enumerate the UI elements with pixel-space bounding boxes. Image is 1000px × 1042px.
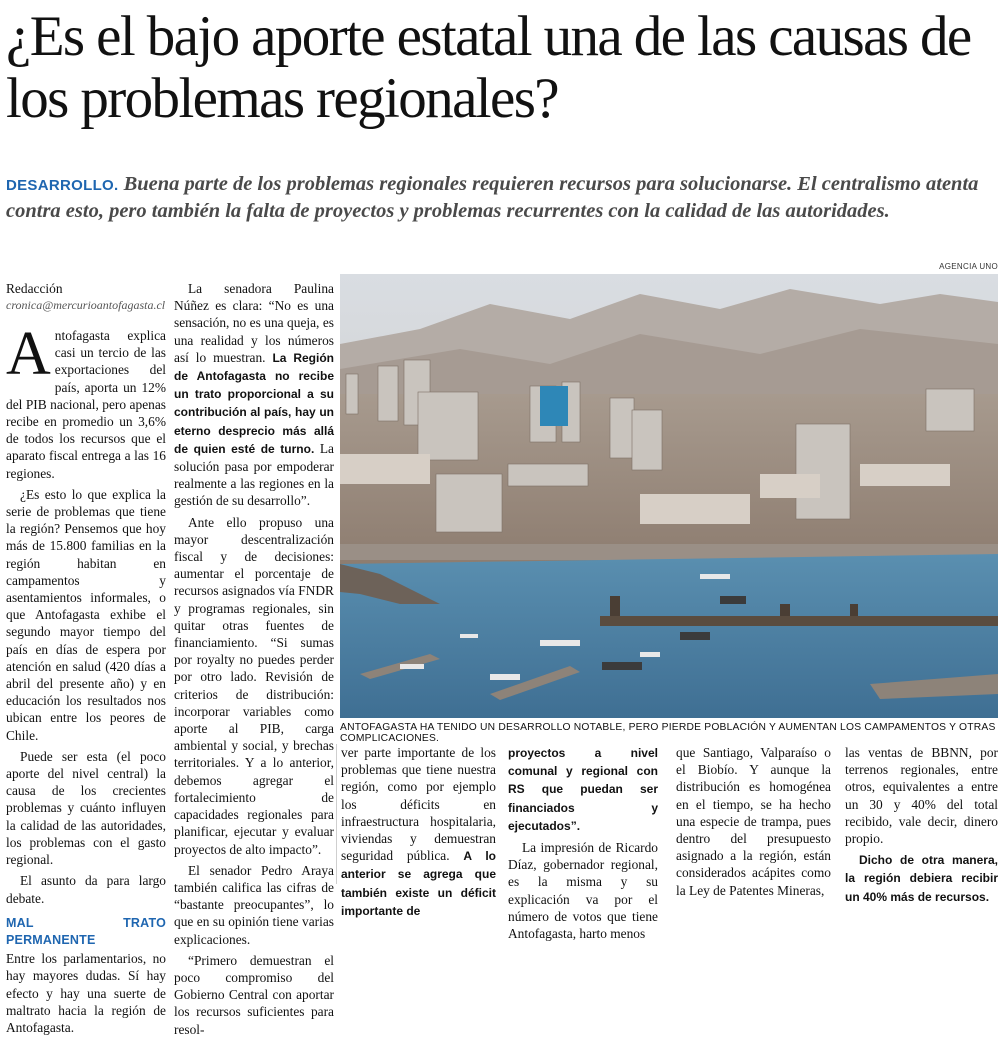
paragraph-text: La solución pasa por empoderar realmente a las regiones en la gestión de su desarrollo”. <box>174 440 334 509</box>
column-divider <box>336 744 337 884</box>
byline-author: Redacción <box>6 281 63 296</box>
paragraph: las ventas de BBNN, por terrenos regionales, entre otros, equivalentes a entre un 30 y 40% del total recibido, vale decir, dinero propio. <box>845 745 998 847</box>
bold-text: A lo anterior se agrega que también existe un déficit importante de <box>341 849 496 918</box>
paragraph: Puede ser esta (el poco aporte del nivel central) la causa de los crecientes problemas y cuánto influyen la calidad de las autoridades, los problemas con el gasto regional. <box>6 748 166 868</box>
photo-caption: ANTOFAGASTA HA TENIDO UN DESARROLLO NOTABLE, PERO PIERDE POBLACIÓN Y AUMENTAN LOS CAMPAMENTOS Y OTRAS COMPLICACIONES. <box>340 722 996 744</box>
paragraph: El senador Pedro Araya también califica las cifras de “bastante preocupantes”, lo que en su opinión tiene varias explicaciones. <box>174 862 334 947</box>
paragraph-text: ver parte importante de los problemas que tiene nuestra región, como por ejemplo los déficits en infraestructura hospitalaria, viviendas y demuestran seguridad pública. <box>341 745 496 864</box>
paragraph: El asunto da para largo debate. <box>6 873 166 906</box>
article-column-4 <box>508 744 658 946</box>
paragraph: ¿Es esto lo que explica la serie de problemas que tiene la región? Pensemos que hoy más de 15.800 familias en la región habitan en campamentos y asentamientos informales, o que Antofagasta exhibe el segundo mayor tiempo del país en días de espera por atención en salud (420 días a abril del presente año) y en educación los resultados nos ubican entre los peores de Chile. <box>6 486 166 743</box>
lede-text: Buena parte de los problemas regionales requieren recursos para solucionarse. El centralismo atenta contra esto, pero también la falta de proyectos y problemas recurrentes con la calidad de las autoridades. <box>6 173 979 222</box>
bold-text: Dicho de otra manera, la región debiera recibir un 40% más de recursos. <box>845 853 998 904</box>
byline-email[interactable]: cronica@mercurioantofagasta.cl <box>6 298 166 312</box>
photo-credit: AGENCIA UNO <box>939 262 998 271</box>
paragraph-text: La senadora Paulina Núñez es clara: “No es una sensación, no es una queja, es una realidad y los números así lo muestran. <box>174 281 334 365</box>
article-column-6 <box>845 744 998 910</box>
byline <box>6 280 166 313</box>
article-column-2 <box>174 280 334 1042</box>
paragraph: “Primero demuestran el poco compromiso del Gobierno Central con aportar los recursos suficientes para resol- <box>174 952 334 1037</box>
city-harbor-photo <box>340 274 998 718</box>
lede <box>6 172 996 224</box>
article-column-3 <box>341 744 496 924</box>
subheading: MAL TRATO PERMANENTE <box>6 915 166 947</box>
bold-text: proyectos a nivel comunal y regional con RS que puedan ser financiados y ejecutados”. <box>508 746 658 833</box>
article-column-5 <box>676 744 831 903</box>
paragraph: La impresión de Ricardo Díaz, gobernador regional, es la misma y su explicación va por el número de votos que tiene Antofagasta, harto menos <box>508 840 658 942</box>
paragraph: Ante ello propuso una mayor descentralización fiscal y de decisiones: aumentar el porcentaje de recursos asignados vía FNDR y programas regionales, sin quitar otras fuentes de financiamiento. “Si sumas por royalty no puedes perder por otro lado. Revisión de criterios de distribución: incorporar variables como aporte al PIB, carga ambiental y social, y brechas territoriales. Y a lo anterior, debemos agregar el fortalecimiento de capacidades regionales para planificar, ejecutar y evaluar proyectos de alto impacto”. <box>174 514 334 857</box>
headline: ¿Es el bajo aporte estatal una de las causas de los problemas regionales? <box>6 5 971 130</box>
paragraph: que Santiago, Valparaíso o el Biobío. Y aunque la distribución es homogénea en el tiempo, se ha hecho una especie de trampa, pues dentro del presupuesto asignado a la región, están considerados acápites como la Ley de Patentes Mineras, <box>676 745 831 898</box>
section-label: DESARROLLO. <box>6 177 119 194</box>
bold-quote: La Región de Antofagasta no recibe un trato proporcional a su contribución al país, hay un eterno desprecio más allá de quien esté de turno. <box>174 350 334 456</box>
article-column-1 <box>6 320 166 1040</box>
drop-cap: A <box>6 320 51 388</box>
paragraph: Entre los parlamentarios, no hay mayores dudas. Sí hay efecto y hay una suerte de maltrato hacia la región de Antofagasta. <box>6 951 166 1035</box>
paragraph: ntofagasta explica casi un tercio de las exportaciones del país, aporta un 12% del PIB nacional, pero apenas recibe en promedio un 3,6% de todos los recursos que el aparato fiscal entrega a las 16 regiones. <box>6 328 166 481</box>
